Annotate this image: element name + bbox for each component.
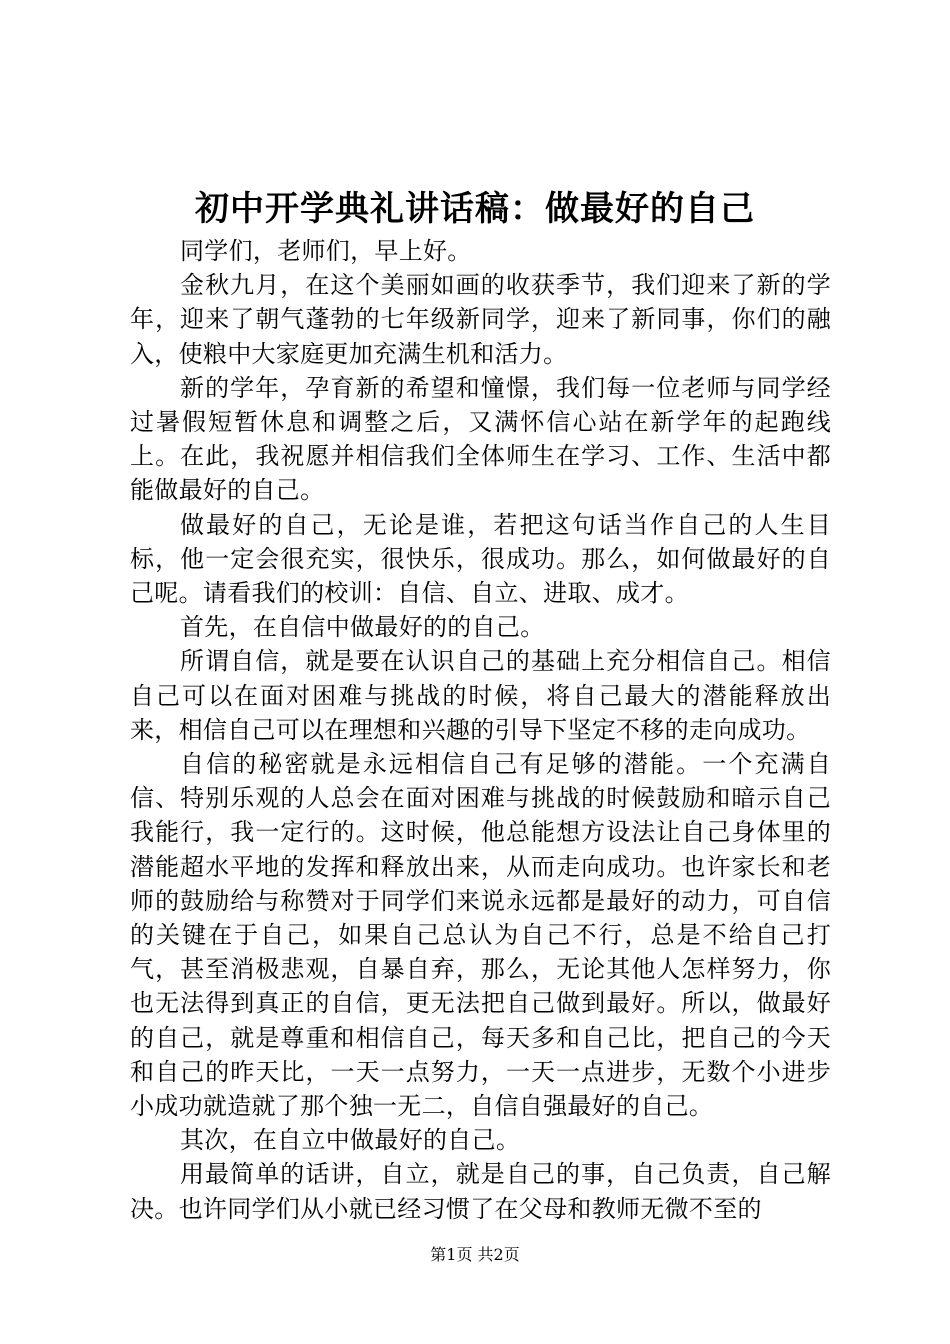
paragraph: 新的学年，孕育新的希望和憧憬，我们每一位老师与同学经过暑假短暂休息和调整之后，又满怀信心站在新学年的起跑线上。在此，我祝愿并相信我们全体师生在学习、工作、生活中都能做最好的自己。 [130,373,831,505]
paragraph: 金秋九月，在这个美丽如画的收获季节，我们迎来了新的学年，迎来了朝气蓬勃的七年级新同学，迎来了新同事，你们的融入，使粮中大家庭更加充满生机和活力。 [130,271,831,368]
paragraph: 自信的秘密就是永远相信自己有足够的潜能。一个充满自信、特别乐观的人总会在面对困难与挑战的时候鼓励和暗示自己我能行，我一定行的。这时候，他总能想方设法让自己身体里的潜能超水平地的发挥和释放出来，从而走向成功。也许家长和老师的鼓励给与称赞对于同学们来说永远都是最好的动力，可自信的关键在于自己，如果自己总认为自己不行，总是不给自己打气，甚至消极悲观，自暴自弃，那么，无论其他人怎样努力，你也无法得到真正的自信，更无法把自己做到最好。所以，做最好的自己，就是尊重和相信自己，每天多和自己比，把自己的今天和自己的昨天比，一天一点努力，一天一点进步，无数个小进步小成功就造就了那个独一无二，自信自强最好的自己。 [130,750,831,1121]
paragraph: 用最简单的话讲，自立，就是自己的事，自己负责，自己解决。也许同学们从小就已经习惯了在父母和教师无微不至的 [130,1160,831,1223]
document-body [130,234,831,1226]
paragraph: 所谓自信，就是要在认识自己的基础上充分相信自己。相信自己可以在面对困难与挑战的时候，将自己最大的潜能释放出来，相信自己可以在理想和兴趣的引导下坚定不移的走向成功。 [130,647,831,744]
document-title: 初中开学典礼讲话稿：做最好的自己 [195,189,755,229]
page-footer: 第1页 共2页 [430,1245,520,1264]
paragraph: 其次，在自立中做最好的自己。 [180,1126,521,1155]
paragraph: 首先，在自信中做最好的的自己。 [180,613,545,642]
paragraph: 同学们，老师们，早上好。 [180,237,472,265]
paragraph: 做最好的自己，无论是谁，若把这句话当作自己的人生目标，他一定会很充实，很快乐，很成功。那么，如何做最好的自己呢。请看我们的校训：自信、自立、进取、成才。 [130,510,831,608]
